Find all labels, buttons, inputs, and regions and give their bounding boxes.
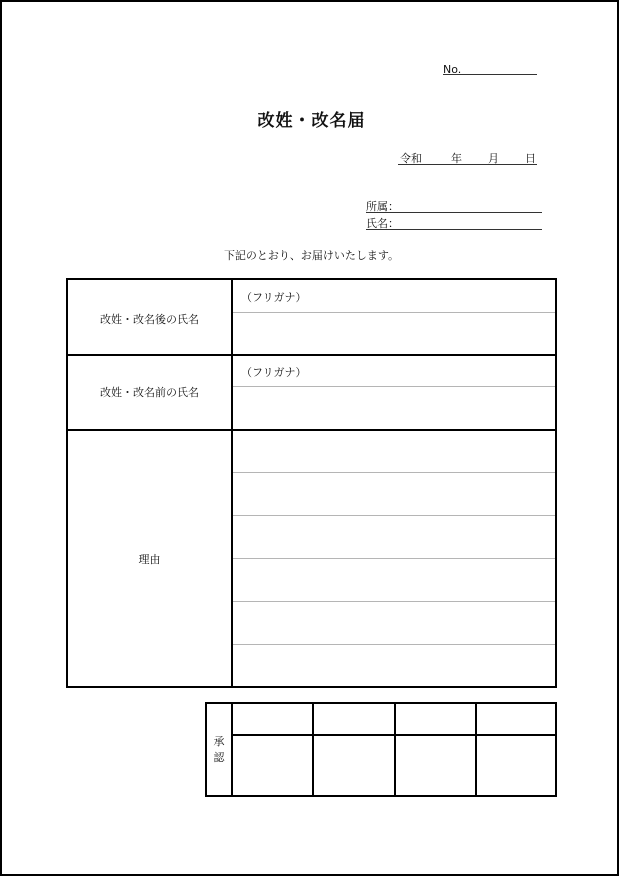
- approval-divider: [394, 704, 396, 795]
- furigana-separator: [233, 312, 555, 313]
- old-name-label: 改姓・改名前の氏名: [100, 386, 199, 399]
- table-row-divider: [68, 429, 555, 431]
- form-title: 改姓・改名届: [257, 111, 366, 131]
- furigana-separator: [233, 386, 555, 387]
- form-table: [66, 278, 557, 688]
- approval-label: 承認: [213, 735, 225, 764]
- affiliation-field-line: [366, 212, 542, 213]
- date-month: 月: [488, 152, 499, 165]
- reason-writing-line: [233, 644, 555, 645]
- reason-label: 理由: [138, 553, 161, 566]
- affiliation-label: 所属：: [366, 200, 399, 213]
- approval-divider: [312, 704, 314, 795]
- approval-header-divider: [231, 734, 555, 736]
- reason-writing-line: [233, 558, 555, 559]
- approval-box: [205, 702, 557, 797]
- number-field-line: [443, 74, 537, 75]
- date-year: 年: [451, 152, 462, 165]
- date-era: 令和: [400, 152, 422, 165]
- date-field: [398, 150, 537, 165]
- intro-text: 下記のとおり、お届けいたします。: [223, 249, 400, 262]
- old-name-furigana-label: （フリガナ）: [241, 366, 307, 379]
- date-underline: [398, 164, 537, 165]
- number-label: No.: [443, 63, 462, 76]
- approval-divider: [475, 704, 477, 795]
- reason-writing-line: [233, 515, 555, 516]
- new-name-furigana-label: （フリガナ）: [241, 291, 307, 304]
- table-column-divider: [231, 280, 233, 686]
- new-name-label: 改姓・改名後の氏名: [100, 313, 199, 326]
- table-row-divider: [68, 354, 555, 356]
- date-day: 日: [525, 152, 536, 165]
- approval-divider: [231, 704, 233, 795]
- reason-writing-line: [233, 472, 555, 473]
- reason-writing-line: [233, 601, 555, 602]
- name-label: 氏名：: [366, 217, 399, 230]
- name-field-line: [366, 229, 542, 230]
